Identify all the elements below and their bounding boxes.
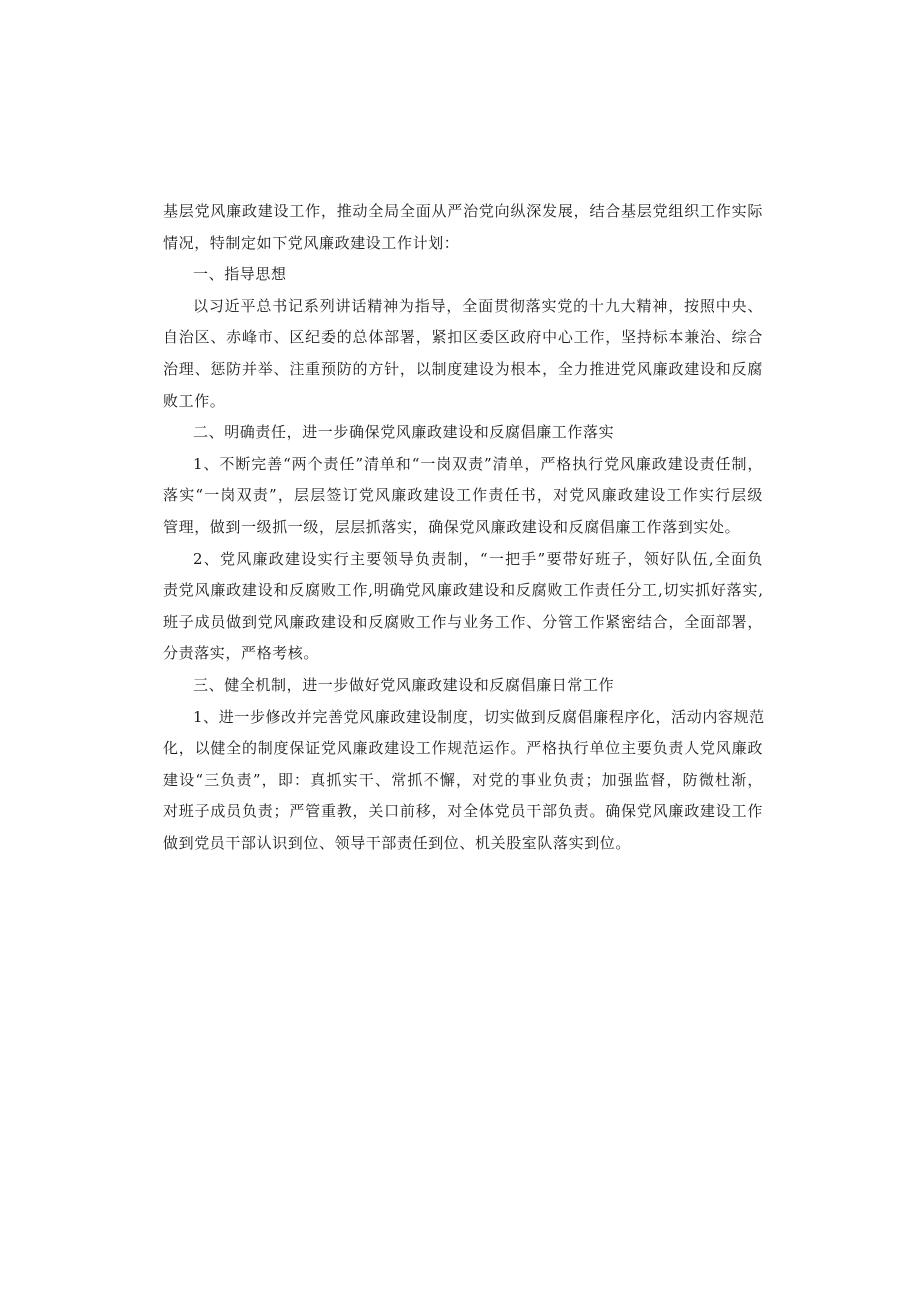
text-line: 情况，特制定如下党风廉政建设工作计划： xyxy=(163,233,460,252)
paragraph-responsibility-item-2 xyxy=(163,544,763,670)
text-line: 以习近平总书记系列讲话精神为指导，全面贯彻落实党的十九大精神，按照中央、 xyxy=(193,296,763,315)
document-body xyxy=(163,196,763,859)
text-line: 对班子成员负责；严管重教，关口前移，对全体党员干部负责。确保党风廉政建设工作 xyxy=(163,802,763,821)
text-line: 做到党员干部认识到位、领导干部责任到位、机关股室队落实到位。 xyxy=(163,833,632,852)
paragraph-mechanism-item-1 xyxy=(163,702,763,860)
section-heading-1 xyxy=(163,259,763,291)
section-heading-3 xyxy=(163,670,763,702)
text-line: 责党风廉政建设和反腐败工作,明确党风廉政建设和反腐败工作责任分工,切实抓好落实, xyxy=(163,581,763,600)
text-line: 管理，做到一级抓一级，层层抓落实，确保党风廉政建设和反腐倡廉工作落到实处。 xyxy=(163,517,741,536)
heading-text: 二、明确责任，进一步确保党风廉政建设和反腐倡廉工作落实 xyxy=(193,423,615,442)
text-line: 建设“三负责”，即：真抓实干、常抓不懈，对党的事业负责；加强监督，防微杜渐， xyxy=(163,770,763,789)
paragraph-responsibility-item-1 xyxy=(163,449,763,544)
text-line: 自治区、赤峰市、区纪委的总体部署，紧扣区委区政府中心工作，坚持标本兼治、综合 xyxy=(163,328,763,347)
section-heading-2 xyxy=(163,417,763,449)
paragraph-intro xyxy=(163,196,763,259)
paragraph-guiding-ideology xyxy=(163,291,763,417)
text-line: 1、不断完善“两个责任”清单和“一岗双责”清单，严格执行党风廉政建设责任制， xyxy=(193,454,763,473)
text-line: 治理、惩防并举、注重预防的方针，以制度建设为根本，全力推进党风廉政建设和反腐 xyxy=(163,359,763,378)
text-line: 分责落实，严格考核。 xyxy=(163,644,320,663)
text-line: 落实“一岗双责”，层层签订党风廉政建设工作责任书，对党风廉政建设工作实行层级 xyxy=(163,486,763,505)
text-line: 2、党风廉政建设实行主要领导负责制，“一把手”要带好班子，领好队伍,全面负 xyxy=(193,549,763,568)
text-line: 1、进一步修改并完善党风廉政建设制度，切实做到反腐倡廉程序化，活动内容规范 xyxy=(193,707,765,726)
text-line: 班子成员做到党风廉政建设和反腐败工作与业务工作、分管工作紧密结合，全面部署， xyxy=(163,612,763,631)
text-line: 败工作。 xyxy=(163,391,226,410)
heading-text: 一、指导思想 xyxy=(193,265,287,284)
heading-text: 三、健全机制，进一步做好党风廉政建设和反腐倡廉日常工作 xyxy=(193,675,615,694)
text-line: 化，以健全的制度保证党风廉政建设工作规范运作。严格执行单位主要负责人党风廉政 xyxy=(163,739,763,758)
text-line: 基层党风廉政建设工作，推动全局全面从严治党向纵深发展，结合基层党组织工作实际 xyxy=(163,202,763,220)
